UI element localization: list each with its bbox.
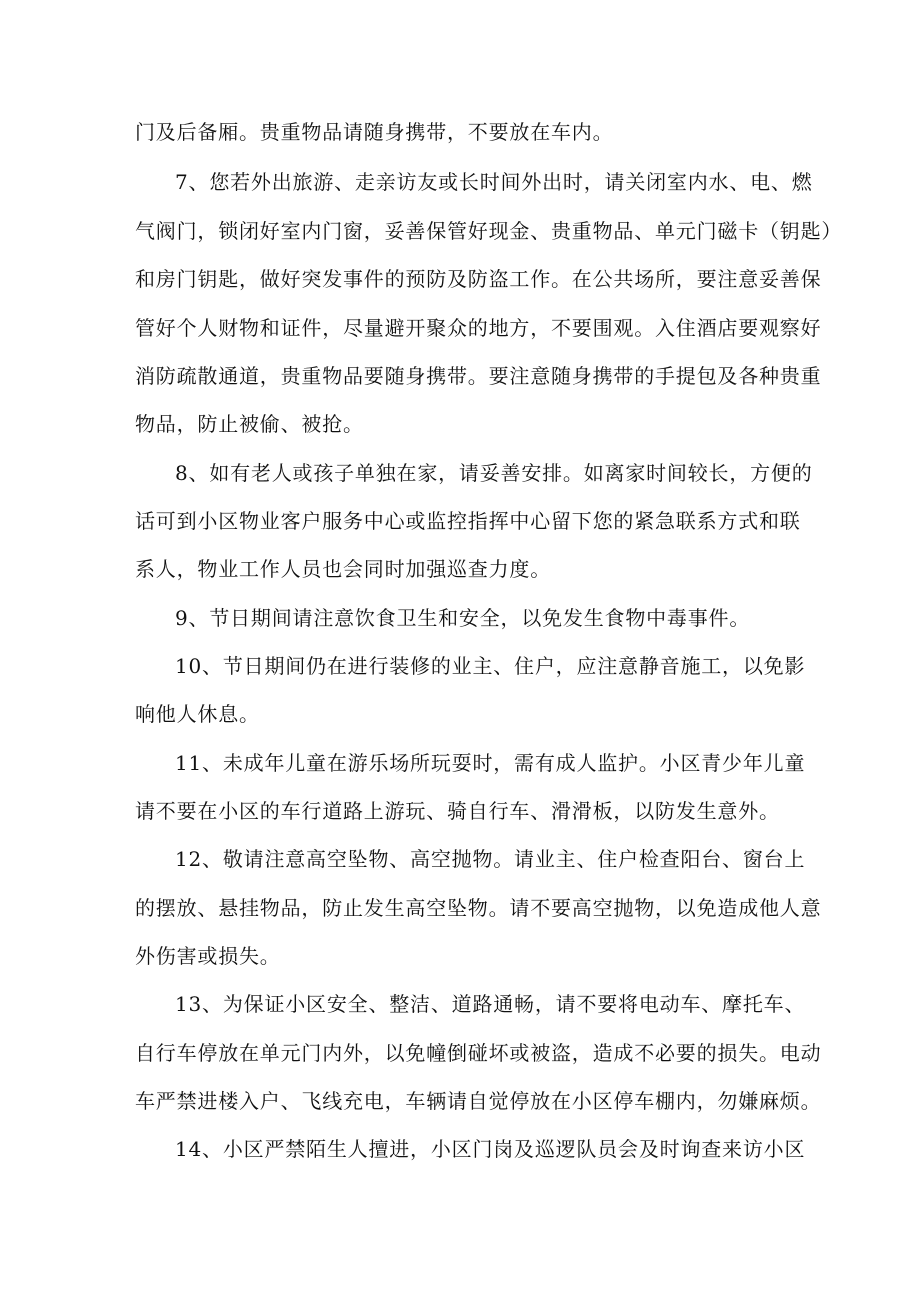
- text-line: 物品，防止被偷、被抢。: [135, 412, 364, 436]
- text-line: 消防疏散通道，贵重物品要随身携带。要注意随身携带的手提包及各种贵重: [135, 364, 822, 388]
- text-line: 13、为保证小区安全、整洁、道路通畅，请不要将电动车、摩托车、: [175, 992, 806, 1016]
- text-line: 9、节日期间请注意饮食卫生和安全，以免发生食物中毒事件。: [175, 606, 751, 630]
- text-line: 外伤害或损失。: [135, 944, 281, 968]
- text-line: 门及后备厢。贵重物品请随身携带，不要放在车内。: [135, 120, 614, 144]
- text-line: 11、未成年儿童在游乐场所玩耍时，需有成人监护。小区青少年儿童: [175, 751, 806, 775]
- text-line: 气阀门，锁闭好室内门窗，妥善保管好现金、贵重物品、单元门磁卡（钥匙）: [135, 219, 843, 243]
- text-line: 响他人休息。: [135, 702, 260, 726]
- text-line: 话可到小区物业客户服务中心或监控指挥中心留下您的紧急联系方式和联: [135, 509, 801, 533]
- text-line: 管好个人财物和证件，尽量避开聚众的地方，不要围观。入住酒店要观察好: [135, 316, 822, 340]
- text-line: 10、节日期间仍在进行装修的业主、住户，应注意静音施工，以免影: [175, 654, 806, 678]
- text-line: 请不要在小区的车行道路上游玩、骑自行车、滑滑板，以防发生意外。: [135, 799, 780, 823]
- text-line: 8、如有老人或孩子单独在家，请妥善安排。如离家时间较长，方便的: [175, 461, 813, 485]
- text-line: 12、敬请注意高空坠物、高空抛物。请业主、住户检查阳台、窗台上: [175, 847, 806, 871]
- text-line: 7、您若外出旅游、走亲访友或长时间外出时，请关闭室内水、电、燃: [175, 170, 813, 194]
- text-line: 系人，物业工作人员也会同时加强巡查力度。: [135, 557, 551, 581]
- text-line: 自行车停放在单元门内外，以免幢倒碰坏或被盗，造成不必要的损失。电动: [135, 1041, 822, 1065]
- text-line: 的摆放、悬挂物品，防止发生高空坠物。请不要高空抛物，以免造成他人意: [135, 896, 822, 920]
- text-line: 14、小区严禁陌生人擅进，小区门岗及巡逻队员会及时询查来访小区: [175, 1137, 806, 1161]
- text-line: 和房门钥匙，做好突发事件的预防及防盗工作。在公共场所，要注意妥善保: [135, 267, 822, 291]
- text-line: 车严禁进楼入户、飞线充电，车辆请自觉停放在小区停车棚内，勿嫌麻烦。: [135, 1089, 822, 1113]
